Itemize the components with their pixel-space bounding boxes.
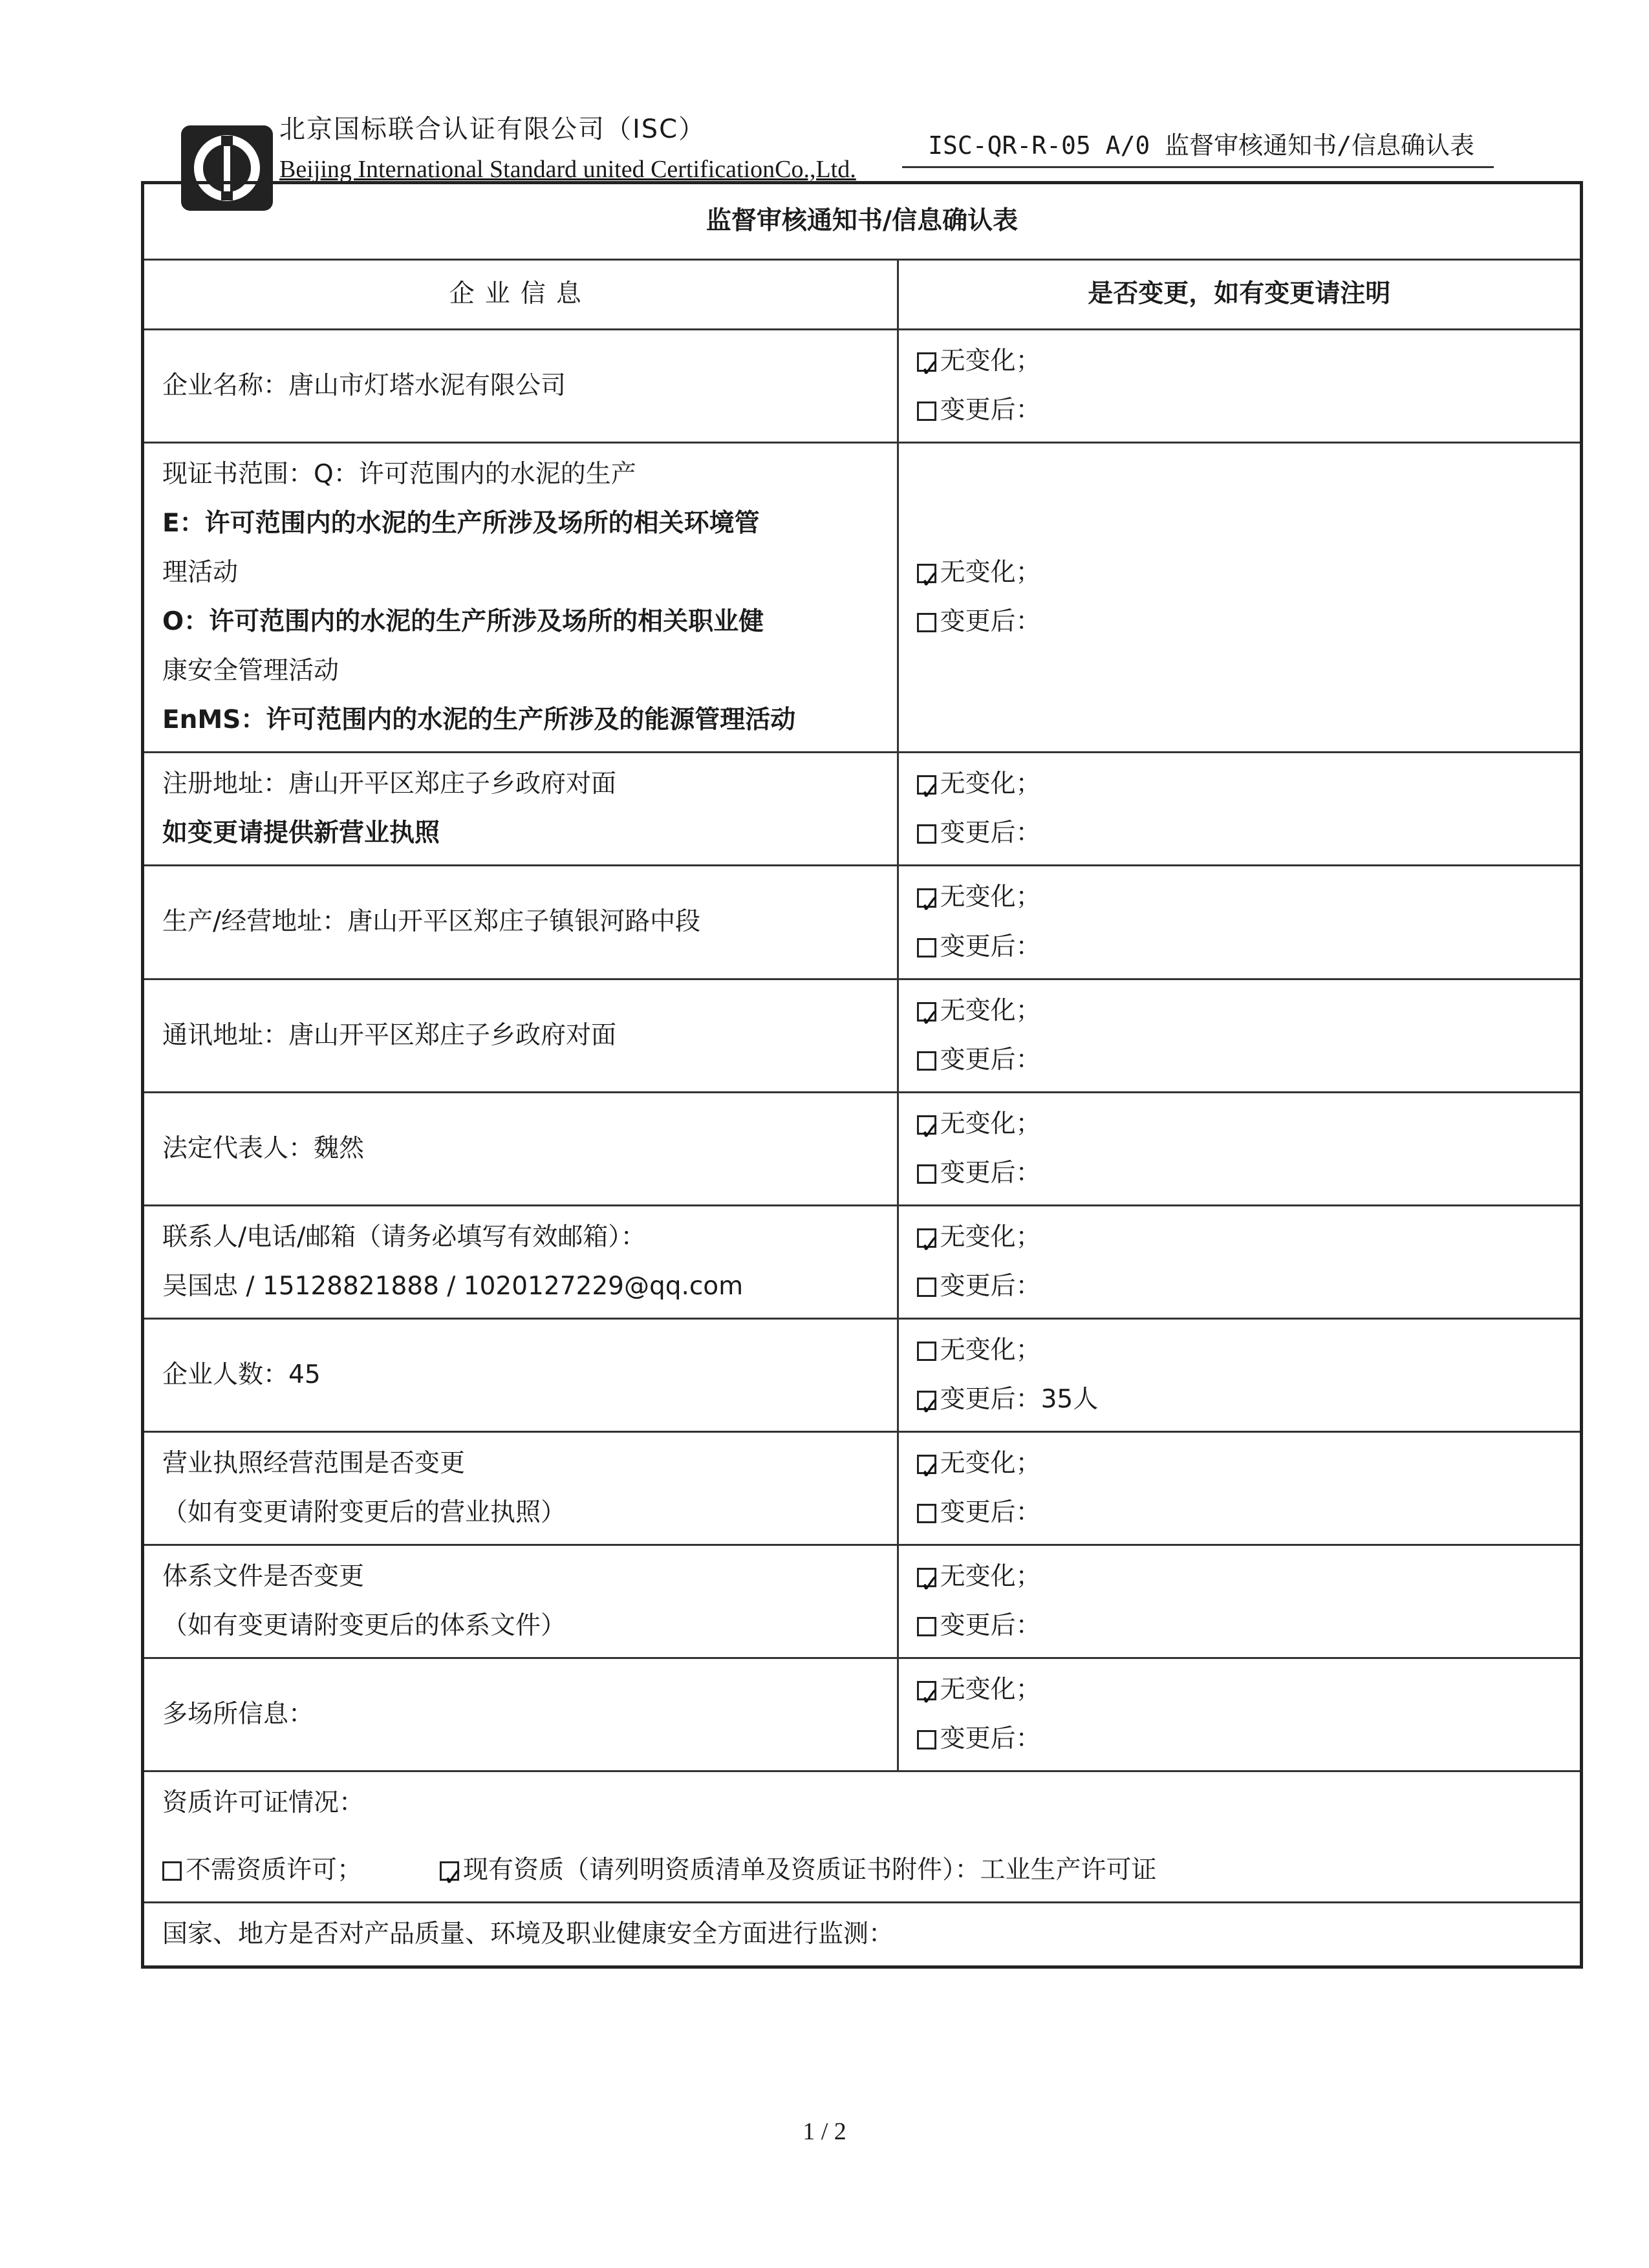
option-label: 无变化； — [940, 996, 1041, 1025]
option-label: 变更后： — [940, 1724, 1041, 1754]
info-line: EnMS：许可范围内的水泥的生产所涉及的能源管理活动 — [162, 705, 796, 735]
checkbox-checked-icon[interactable] — [917, 1681, 936, 1700]
info-line: 如变更请提供新营业执照 — [162, 818, 440, 848]
info-line: 吴国忠 / 15128821888 / 1020127229@qq.com — [162, 1271, 744, 1301]
info-line: 理活动 — [162, 558, 239, 588]
option-label: 变更后：35人 — [940, 1384, 1099, 1414]
option-label: 变更后： — [940, 1158, 1041, 1188]
option-label: 无变化； — [940, 1562, 1041, 1592]
checkbox-checked-icon[interactable] — [917, 1228, 936, 1248]
no-change-option[interactable] — [917, 760, 1562, 809]
company-info-cell — [143, 1205, 898, 1318]
checkbox-empty-icon[interactable] — [162, 1861, 182, 1881]
changed-option[interactable] — [917, 1036, 1562, 1085]
column-header-company-info: 企业信息 — [143, 260, 898, 330]
info-line: 康安全管理活动 — [162, 656, 339, 686]
checkbox-empty-icon[interactable] — [917, 401, 936, 421]
checkbox-checked-icon[interactable] — [917, 1455, 936, 1474]
option-label: 变更后： — [940, 396, 1041, 425]
option-label: 无变化； — [940, 558, 1041, 588]
change-status-cell — [898, 1545, 1581, 1658]
change-status-cell — [898, 330, 1581, 443]
changed-option[interactable] — [917, 1149, 1562, 1198]
no-change-option[interactable] — [917, 1100, 1562, 1149]
checkbox-empty-icon[interactable] — [917, 938, 936, 957]
option-label: 变更后： — [940, 818, 1041, 848]
option-label: 变更后： — [940, 1497, 1041, 1527]
licence-cell — [143, 1771, 1582, 1903]
option-label: 变更后： — [940, 1611, 1041, 1641]
company-info-cell — [143, 1658, 898, 1771]
option-label: 现有资质（请列明资质清单及资质证书附件）：工业生产许可证 — [463, 1856, 1157, 1885]
monitoring-row — [143, 1903, 1582, 1967]
table-row — [143, 979, 1582, 1092]
no-change-option[interactable] — [917, 1439, 1562, 1488]
change-status-cell — [898, 443, 1581, 753]
table-row — [143, 1658, 1582, 1771]
option-label: 无变化； — [940, 883, 1041, 912]
company-info-cell — [143, 979, 898, 1092]
company-info-cell — [143, 753, 898, 866]
checkbox-empty-icon[interactable] — [917, 1617, 936, 1636]
checkbox-checked-icon[interactable] — [917, 564, 936, 583]
company-info-cell — [143, 866, 898, 979]
page-number: 1 / 2 — [803, 2118, 846, 2145]
licence-existing-option[interactable] — [440, 1846, 1157, 1895]
changed-option[interactable] — [917, 809, 1562, 858]
checkbox-empty-icon[interactable] — [917, 1342, 936, 1361]
checkbox-checked-icon[interactable] — [917, 775, 936, 795]
change-status-cell — [898, 1431, 1581, 1545]
changed-option[interactable] — [917, 1715, 1562, 1764]
company-info-cell — [143, 1092, 898, 1205]
checkbox-empty-icon[interactable] — [917, 824, 936, 844]
option-label: 变更后： — [940, 1271, 1041, 1301]
no-change-option[interactable] — [917, 337, 1562, 386]
column-header-change: 是否变更，如有变更请注明 — [898, 260, 1581, 330]
checkbox-empty-icon[interactable] — [917, 1051, 936, 1071]
changed-option[interactable] — [917, 1262, 1562, 1311]
info-line: 营业执照经营范围是否变更 — [162, 1448, 466, 1478]
checkbox-checked-icon[interactable] — [917, 1002, 936, 1022]
table-row — [143, 443, 1582, 753]
info-line: O：许可范围内的水泥的生产所涉及场所的相关职业健 — [162, 607, 764, 637]
checkbox-empty-icon[interactable] — [917, 1278, 936, 1297]
checkbox-checked-icon[interactable] — [917, 1568, 936, 1587]
option-label: 无变化； — [940, 1222, 1041, 1252]
checkbox-checked-icon[interactable] — [917, 1115, 936, 1135]
info-line: 企业名称：唐山市灯塔水泥有限公司 — [162, 371, 566, 401]
no-change-option[interactable] — [917, 1326, 1562, 1375]
info-line: 体系文件是否变更 — [162, 1562, 365, 1592]
option-label: 无变化； — [940, 1109, 1041, 1139]
info-line: 联系人/电话/邮箱（请务必填写有效邮箱）： — [162, 1222, 646, 1252]
company-info-cell — [143, 443, 898, 753]
no-change-option[interactable] — [917, 548, 1562, 597]
option-label: 无变化； — [940, 1448, 1041, 1478]
table-row — [143, 1205, 1582, 1318]
form-title: 监督审核通知书/信息确认表 — [143, 183, 1582, 260]
table-row — [143, 1431, 1582, 1545]
checkbox-empty-icon[interactable] — [917, 1730, 936, 1749]
option-label: 无变化； — [940, 347, 1041, 376]
info-line: 企业人数：45 — [162, 1360, 321, 1389]
no-change-option[interactable] — [917, 1213, 1562, 1262]
no-change-option[interactable] — [917, 987, 1562, 1036]
info-line: 注册地址：唐山开平区郑庄子乡政府对面 — [162, 769, 617, 799]
changed-option[interactable] — [917, 1601, 1562, 1651]
table-row — [143, 753, 1582, 866]
change-status-cell — [898, 1205, 1581, 1318]
change-status-cell — [898, 1658, 1581, 1771]
licence-not-required-option[interactable] — [162, 1846, 362, 1895]
info-line: E：许可范围内的水泥的生产所涉及场所的相关环境管 — [162, 509, 760, 539]
changed-option[interactable] — [917, 1488, 1562, 1537]
table-row — [143, 1318, 1582, 1431]
changed-option[interactable] — [917, 923, 1562, 972]
company-info-cell — [143, 1545, 898, 1658]
info-line: 生产/经营地址：唐山开平区郑庄子镇银河路中段 — [162, 907, 701, 937]
no-change-option[interactable] — [917, 873, 1562, 922]
form-code: ISC-QR-R-05 A/0 监督审核通知书/信息确认表 — [902, 125, 1494, 168]
checkbox-checked-icon[interactable] — [440, 1861, 459, 1881]
change-status-cell — [898, 866, 1581, 979]
confirmation-form-table — [141, 181, 1583, 1969]
checkbox-checked-icon[interactable] — [917, 1391, 936, 1410]
info-line: （如有变更请附变更后的营业执照） — [162, 1497, 566, 1527]
licence-row — [143, 1771, 1582, 1903]
info-line: 通讯地址：唐山开平区郑庄子乡政府对面 — [162, 1020, 617, 1050]
table-row — [143, 1545, 1582, 1658]
option-label: 无变化； — [940, 1335, 1041, 1365]
checkbox-empty-icon[interactable] — [917, 1164, 936, 1184]
changed-option[interactable] — [917, 386, 1562, 435]
changed-option[interactable] — [917, 597, 1562, 647]
table-row — [143, 1092, 1582, 1205]
change-status-cell — [898, 753, 1581, 866]
checkbox-checked-icon[interactable] — [917, 352, 936, 372]
company-name-cn: 北京国标联合认证有限公司（ISC） — [279, 114, 706, 144]
no-change-option[interactable] — [917, 1665, 1562, 1715]
no-change-option[interactable] — [917, 1552, 1562, 1601]
option-label: 变更后： — [940, 1045, 1041, 1075]
table-row — [143, 866, 1582, 979]
info-line: 多场所信息： — [162, 1700, 314, 1729]
info-line: 法定代表人：魏然 — [162, 1133, 365, 1163]
checkbox-empty-icon[interactable] — [917, 613, 936, 632]
option-label: 变更后： — [940, 607, 1041, 637]
change-status-cell — [898, 1092, 1581, 1205]
change-status-cell — [898, 1318, 1581, 1431]
info-line: 现证书范围：Q：许可范围内的水泥的生产 — [162, 460, 636, 489]
company-info-cell — [143, 330, 898, 443]
changed-option[interactable] — [917, 1375, 1562, 1424]
option-label: 不需资质许可； — [186, 1856, 363, 1885]
option-label: 无变化； — [940, 769, 1041, 799]
company-info-cell — [143, 1318, 898, 1431]
option-label: 变更后： — [940, 932, 1041, 961]
checkbox-empty-icon[interactable] — [917, 1504, 936, 1523]
change-status-cell — [898, 979, 1581, 1092]
licence-heading: 资质许可证情况： — [162, 1788, 365, 1818]
licence-options — [162, 1846, 1562, 1895]
info-line: （如有变更请附变更后的体系文件） — [162, 1611, 566, 1641]
monitoring-text: 国家、地方是否对产品质量、环境及职业健康安全方面进行监测： — [143, 1903, 1582, 1967]
option-label: 无变化； — [940, 1675, 1041, 1705]
table-row — [143, 330, 1582, 443]
company-name-en: Beijing International Standard united CertificationCo.,Ltd. — [279, 156, 856, 183]
company-info-cell — [143, 1431, 898, 1545]
checkbox-checked-icon[interactable] — [917, 888, 936, 908]
